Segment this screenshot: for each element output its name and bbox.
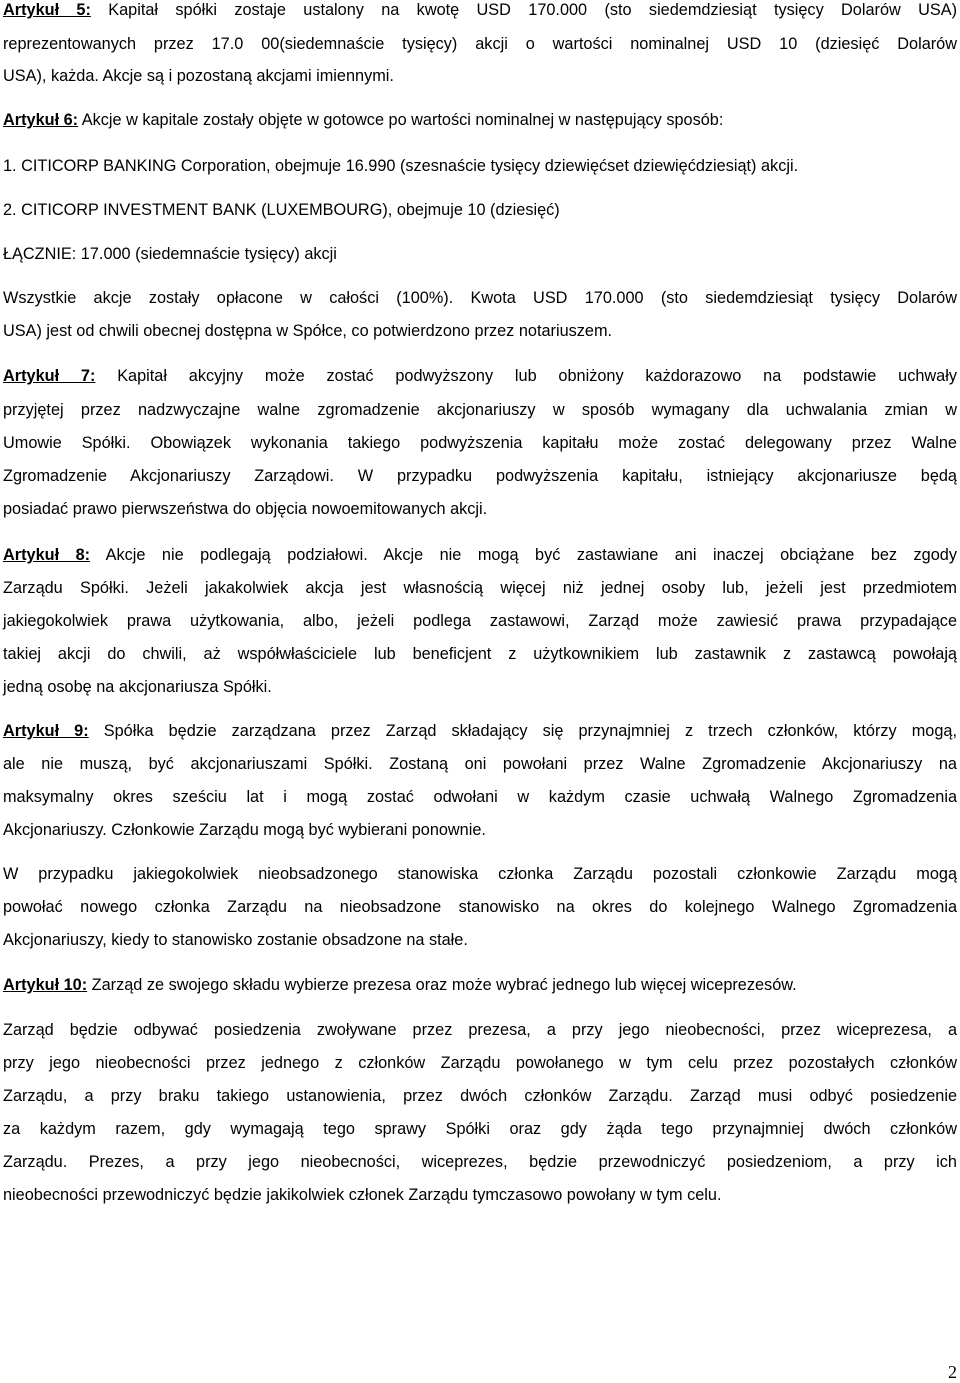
text-line (3, 545, 957, 565)
article-heading: Artykuł 7: (3, 367, 96, 385)
text-line (3, 499, 957, 519)
text-line (3, 244, 957, 264)
text-line (3, 975, 957, 995)
text-line (3, 1086, 957, 1106)
text-line (3, 156, 957, 176)
article-heading: Artykuł 9: (3, 722, 89, 740)
line-text: maksymalny okres sześciu lat i mogą zostać odwołani w każdym czasie uchwałą Walnego Zgromadzenia (3, 788, 957, 806)
text-line (3, 66, 957, 86)
text-line (3, 400, 957, 420)
line-text: takiej akcji do chwili, aż współwłaściciele lub beneficjent z użytkownikiem lub zastawnik z zastawcą powołają (3, 645, 957, 663)
text-line (3, 1152, 957, 1172)
line-text: Zgromadzenie Akcjonariuszy Zarządowi. W przypadku podwyższenia kapitału, istniejący akcjonariusze będą (3, 467, 957, 485)
text-line (3, 433, 957, 453)
line-text: jedną osobę na akcjonariusza Spółki. (3, 678, 272, 696)
article-heading: Artykuł 5: (3, 1, 91, 19)
line-text: reprezentowanych przez 17.0 00(siedemnaście tysięcy) akcji o wartości nominalnej USD 10 (dziesięć Dolarów (3, 35, 957, 53)
page-number: 2 (948, 1362, 957, 1382)
text-line (3, 366, 957, 386)
text-line (3, 200, 957, 220)
line-text: 2. CITICORP INVESTMENT BANK (LUXEMBOURG), obejmuje 10 (dziesięć) (3, 201, 560, 219)
text-line (3, 611, 957, 631)
text-line (3, 644, 957, 664)
line-text: Akcje w kapitale zostały objęte w gotowce po wartości nominalnej w następujący sposób: (78, 111, 724, 129)
line-text: za każdym razem, gdy wymagają tego sprawy Spółki oraz gdy żąda tego przynajmniej dwóch członków (3, 1120, 957, 1138)
text-line (3, 897, 957, 917)
text-line (3, 34, 957, 54)
line-text: Zarządu Spółki. Jeżeli jakakolwiek akcja jest własnością więcej niż jednej osoby lub, jeżeli jest przedmiotem (3, 579, 957, 597)
line-text: nieobecności przewodniczyć będzie jakikolwiek członek Zarządu tymczasowo powołany w tym celu. (3, 1186, 722, 1204)
line-text: 1. CITICORP BANKING Corporation, obejmuje 16.990 (szesnaście tysięcy dziewięćset dziewięćdziesiąt) akcji. (3, 157, 799, 175)
text-line (3, 721, 957, 741)
line-text: ale nie muszą, być akcjonariuszami Spółki. Zostaną oni powołani przez Walne Zgromadzenie Akcjonariuszy na (3, 755, 957, 773)
text-line (3, 321, 957, 341)
line-text: USA), każda. Akcje są i pozostaną akcjami imiennymi. (3, 67, 394, 85)
text-line (3, 677, 957, 697)
text-line (3, 0, 957, 20)
line-text: powołać nowego członka Zarządu na nieobsadzone stanowisko na okres do kolejnego Walnego Zgromadzenia (3, 898, 957, 916)
line-text: Kapitał akcyjny może zostać podwyższony lub obniżony każdorazowo na podstawie uchwały (95, 367, 957, 385)
text-line (3, 288, 957, 308)
line-text: Kapitał spółki zostaje ustalony na kwotę USD 170.000 (sto siedemdziesiąt tysięcy Dolarów USA) (90, 1, 957, 19)
article-heading: Artykuł 10: (3, 976, 88, 994)
text-line (3, 820, 957, 840)
line-text: USA) jest od chwili obecnej dostępna w Spółce, co potwierdzono przez notariuszem. (3, 322, 613, 340)
line-text: przyjętej przez nadzwyczajne walne zgromadzenie akcjonariuszy w sposób wymagany dla uchwalania zmian w (3, 401, 957, 419)
text-line (3, 466, 957, 486)
article-heading: Artykuł 6: (3, 111, 79, 129)
text-line (3, 578, 957, 598)
line-text: Akcjonariuszy. Członkowie Zarządu mogą być wybierani ponownie. (3, 821, 486, 839)
text-line (3, 110, 957, 130)
line-text: W przypadku jakiegokolwiek nieobsadzonego stanowiska członka Zarządu pozostali członkowie Zarządu mogą (3, 865, 957, 883)
text-line (3, 1119, 957, 1139)
text-line (3, 787, 957, 807)
line-text: Zarządu. Prezes, a przy jego nieobecności, wiceprezes, będzie przewodniczyć posiedzeniom, a przy ich (3, 1153, 957, 1171)
line-text: Zarząd będzie odbywać posiedzenia zwoływane przez prezesa, a przy jego nieobecności, przez wiceprezesa, a (3, 1021, 957, 1039)
article-heading: Artykuł 8: (3, 546, 91, 564)
text-line (3, 1185, 957, 1205)
line-text: przy jego nieobecności przez jednego z członków Zarządu powołanego w tym celu przez pozostałych członków (3, 1054, 957, 1072)
line-text: Akcjonariuszy, kiedy to stanowisko zostanie obsadzone na stałe. (3, 931, 468, 949)
text-line (3, 1053, 957, 1073)
text-line (3, 1020, 957, 1040)
line-text: Zarządu, a przy braku takiego ustanowienia, przez dwóch członków Zarządu. Zarząd musi odbyć posiedzenie (3, 1087, 957, 1105)
text-line (3, 930, 957, 950)
line-text: Spółka będzie zarządzana przez Zarząd składający się przynajmniej z trzech członków, którzy mogą, (88, 722, 957, 740)
line-text: ŁĄCZNIE: 17.000 (siedemnaście tysięcy) akcji (3, 245, 337, 263)
line-text: Wszystkie akcje zostały opłacone w całości (100%). Kwota USD 170.000 (sto siedemdziesiąt tysięcy Dolarów (3, 289, 957, 307)
line-text: Umowie Spółki. Obowiązek wykonania takiego podwyższenia kapitału może zostać delegowany przez Walne (3, 434, 957, 452)
line-text: jakiegokolwiek prawa użytkowania, albo, jeżeli podlega zastawowi, Zarząd może zawiesić prawa przypadające (3, 612, 957, 630)
line-text: posiadać prawo pierwszeństwa do objęcia nowoemitowanych akcji. (3, 500, 488, 518)
line-text: Akcje nie podlegają podziałowi. Akcje nie mogą być zastawiane ani inaczej obciążane bez zgody (90, 546, 957, 564)
text-line (3, 864, 957, 884)
line-text: Zarząd ze swojego składu wybierze prezesa oraz może wybrać jednego lub więcej wiceprezesów. (87, 976, 797, 994)
text-line (3, 754, 957, 774)
